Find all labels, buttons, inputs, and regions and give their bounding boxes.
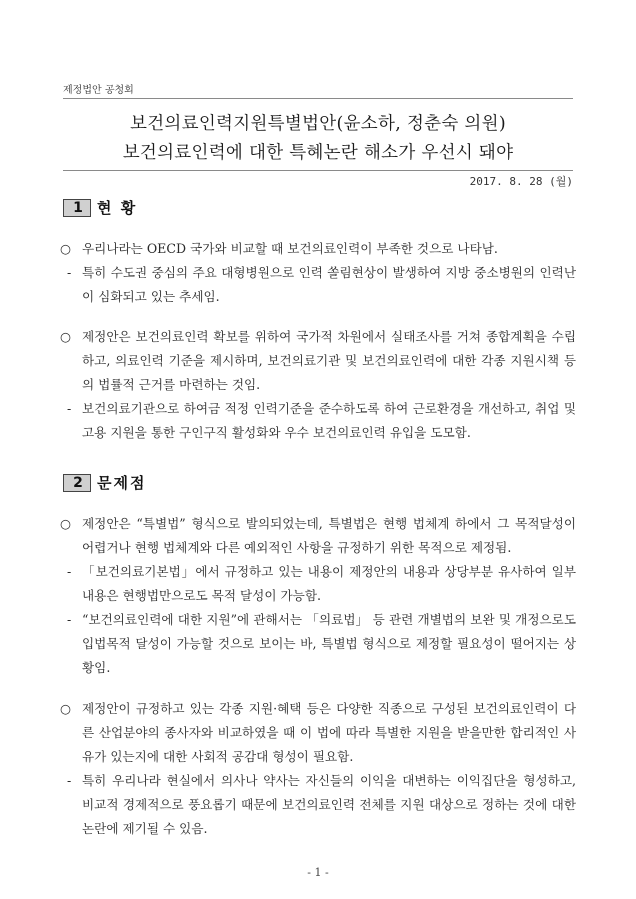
section-2-number-badge: 2 bbox=[63, 474, 91, 492]
sub-item bbox=[60, 608, 576, 680]
section-1-block-1 bbox=[60, 237, 576, 309]
section-2-heading bbox=[63, 472, 146, 493]
sub-item bbox=[60, 261, 576, 309]
dash-bullet-icon: - bbox=[67, 564, 72, 579]
section-2-block-2 bbox=[60, 697, 576, 841]
document-date: 2017. 8. 28 (월) bbox=[469, 175, 573, 188]
sub-item bbox=[60, 769, 576, 841]
header-label: 제정법안 공청회 bbox=[63, 85, 134, 96]
bullet-item bbox=[60, 697, 576, 769]
dash-bullet-icon: - bbox=[67, 773, 72, 788]
bullet-text: 제정안이 규정하고 있는 각종 지원·혜택 등은 다양한 직종으로 구성된 보건의료인력이 다른 산업분야의 종사자와 비교하였을 때 이 법에 따라 특별한 지원을 받을만한 합리적인 사유가 있는지에 대한 사회적 공감대 형성이 필요함. bbox=[82, 701, 576, 764]
dash-bullet-icon: - bbox=[67, 401, 72, 416]
document-title-line2: 보건의료인력에 대한 특혜논란 해소가 우선시 돼야 bbox=[122, 143, 514, 163]
circle-bullet-icon: ○ bbox=[60, 516, 71, 531]
bullet-item bbox=[60, 237, 576, 261]
bullet-text: 제정안은 보건의료인력 확보를 위하여 국가적 차원에서 실태조사를 거쳐 종합계획을 수립하고, 의료인력 기준을 제시하며, 보건의료기관 및 보건의료인력에 대한 각종 지원시책 등의 법률적 근거를 마련하는 것임. bbox=[82, 329, 576, 392]
section-1-number-badge: 1 bbox=[63, 199, 91, 217]
sub-item bbox=[60, 560, 576, 608]
dash-bullet-icon: - bbox=[67, 612, 72, 627]
section-1-title: 현 황 bbox=[97, 199, 138, 217]
sub-text: 특히 수도권 중심의 주요 대형병원으로 인력 쏠림현상이 발생하여 지방 중소병원의 인력난이 심화되고 있는 추세임. bbox=[82, 265, 576, 304]
sub-item bbox=[60, 397, 576, 445]
bullet-item bbox=[60, 325, 576, 397]
header-rule-bottom bbox=[63, 170, 573, 171]
bullet-item bbox=[60, 512, 576, 560]
section-1-block-2 bbox=[60, 325, 576, 445]
sub-text: 특히 우리나라 현실에서 의사나 약사는 자신들의 이익을 대변하는 이익집단을 형성하고, 비교적 경제적으로 풍요롭기 때문에 보건의료인력 전체를 지원 대상으로 정하는 것에 대한 논란에 제기될 수 있음. bbox=[82, 773, 576, 836]
sub-text: 「보건의료기본법」에서 규정하고 있는 내용이 제정안의 내용과 상당부분 유사하여 일부 내용은 현행법만으로도 목적 달성이 가능함. bbox=[82, 564, 576, 603]
page-number: - 1 - bbox=[307, 866, 329, 879]
dash-bullet-icon: - bbox=[67, 265, 72, 280]
circle-bullet-icon: ○ bbox=[60, 329, 71, 344]
circle-bullet-icon: ○ bbox=[60, 701, 71, 716]
section-2-title: 문제점 bbox=[97, 474, 147, 492]
bullet-text: 우리나라는 OECD 국가와 비교할 때 보건의료인력이 부족한 것으로 나타남. bbox=[82, 241, 498, 256]
header-rule-top bbox=[63, 98, 573, 99]
circle-bullet-icon: ○ bbox=[60, 241, 71, 256]
sub-text: 보건의료기관으로 하여금 적정 인력기준을 준수하도록 하여 근로환경을 개선하고, 취업 및 고용 지원을 통한 구인구직 활성화와 우수 보건의료인력 유입을 도모함. bbox=[82, 401, 576, 440]
section-1-heading bbox=[63, 197, 137, 218]
section-2-block-1 bbox=[60, 512, 576, 680]
bullet-text: 제정안은 “특별법” 형식으로 발의되었는데, 특별법은 현행 법체계 하에서 그 목적달성이 어렵거나 현행 법체계와 다른 예외적인 사항을 규정하기 위한 목적으로 제정됨. bbox=[82, 516, 576, 555]
document-title-line1: 보건의료인력지원특별법안(윤소하, 정춘숙 의원) bbox=[130, 114, 506, 134]
sub-text: “보건의료인력에 대한 지원”에 관해서는 「의료법」 등 관련 개별법의 보완 및 개정으로도 입법목적 달성이 가능할 것으로 보이는 바, 특별법 형식으로 제정할 필요성이 떨어지는 상황임. bbox=[82, 612, 576, 675]
